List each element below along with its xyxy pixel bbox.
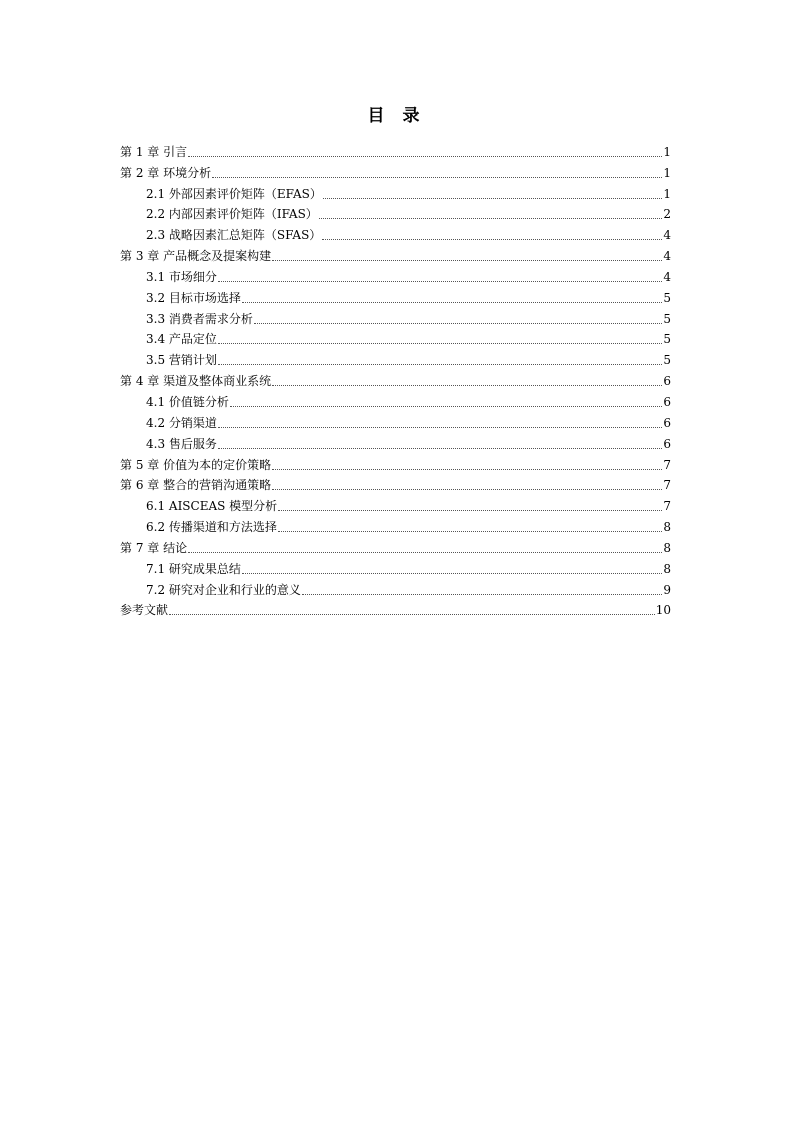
toc-entry-label: 2.2 内部因素评价矩阵（IFAS） [146,207,318,222]
toc-dot-leader [272,260,662,261]
toc-entry-label: 第 2 章 环境分析 [120,165,212,180]
toc-page-number: 8 [663,520,671,535]
toc-title: 目 录 [367,106,426,126]
toc-page-number: 7 [663,499,671,514]
toc-section-entry[interactable] [120,347,671,368]
toc-section-entry[interactable] [120,285,671,306]
toc-page-number: 6 [663,394,671,409]
toc-dot-leader [212,177,662,178]
toc-entry-label: 6.1 AISCEAS 模型分析 [146,499,278,514]
toc-entry-label: 4.1 价值链分析 [146,394,229,409]
toc-dot-leader [322,239,662,240]
toc-entry-label: 第 7 章 结论 [120,540,188,555]
toc-dot-leader [272,385,662,386]
toc-entry-label: 7.2 研究对企业和行业的意义 [146,582,301,597]
toc-section-entry[interactable] [120,327,671,348]
toc-section-entry[interactable] [120,410,671,431]
toc-section-entry[interactable] [120,577,671,598]
toc-chapter-entry[interactable] [120,452,671,473]
toc-dot-leader [218,427,662,428]
toc-page-number: 4 [663,249,671,264]
toc-page-number: 1 [663,165,671,180]
toc-page-number: 5 [663,353,671,368]
toc-section-entry[interactable] [120,181,671,202]
toc-dot-leader [254,323,662,324]
toc-page-number: 1 [663,186,671,201]
toc-page-number: 5 [663,311,671,326]
toc-entry-label: 4.3 售后服务 [146,436,217,451]
toc-chapter-entry[interactable] [120,473,671,494]
toc-page-number: 6 [663,415,671,430]
toc-chapter-entry[interactable] [120,243,671,264]
toc-dot-leader [169,614,655,615]
toc-section-entry[interactable] [120,556,671,577]
toc-page-number: 5 [663,290,671,305]
toc-page-number: 8 [663,561,671,576]
toc-page-number: 10 [655,603,671,618]
toc-page-number: 7 [663,457,671,472]
toc-entry-label: 第 5 章 价值为本的定价策略 [120,457,272,472]
toc-page-number: 4 [663,269,671,284]
toc-entry-label: 第 1 章 引言 [120,144,188,159]
toc-section-entry[interactable] [120,431,671,452]
toc-section-entry[interactable] [120,264,671,285]
toc-entry-label: 4.2 分销渠道 [146,415,217,430]
toc-page-number: 7 [663,478,671,493]
toc-entry-label: 第 4 章 渠道及整体商业系统 [120,374,272,389]
toc-section-entry[interactable] [120,202,671,223]
toc-dot-leader [278,531,662,532]
toc-page-number: 6 [663,374,671,389]
toc-page-number: 9 [663,582,671,597]
toc-page-number: 1 [663,144,671,159]
toc-dot-leader [218,281,662,282]
toc-dot-leader [272,489,662,490]
toc-entry-label: 7.1 研究成果总结 [146,561,241,576]
table-of-contents [120,139,671,618]
toc-dot-leader [188,552,662,553]
toc-dot-leader [188,156,662,157]
toc-section-entry[interactable] [120,389,671,410]
toc-dot-leader [218,364,662,365]
toc-entry-label: 6.2 传播渠道和方法选择 [146,520,277,535]
toc-entry-label: 第 6 章 整合的营销沟通策略 [120,478,272,493]
toc-section-entry[interactable] [120,514,671,535]
toc-dot-leader [230,406,662,407]
toc-entry-label: 3.3 消费者需求分析 [146,311,253,326]
toc-dot-leader [278,510,662,511]
toc-entry-label: 第 3 章 产品概念及提案构建 [120,249,272,264]
toc-entry-label: 3.5 营销计划 [146,353,217,368]
toc-entry-label: 3.1 市场细分 [146,269,217,284]
toc-page-number: 8 [663,540,671,555]
toc-dot-leader [323,198,663,199]
toc-entry-label: 3.2 目标市场选择 [146,290,241,305]
toc-page-number: 6 [663,436,671,451]
toc-dot-leader [302,594,662,595]
toc-dot-leader [242,302,662,303]
toc-section-entry[interactable] [120,493,671,514]
toc-page-number: 5 [663,332,671,347]
toc-chapter-entry[interactable] [120,139,671,160]
toc-page-number: 2 [663,207,671,222]
toc-chapter-entry[interactable] [120,368,671,389]
toc-chapter-entry[interactable] [120,160,671,181]
toc-section-entry[interactable] [120,306,671,327]
toc-entry-label: 2.3 战略因素汇总矩阵（SFAS） [146,228,322,243]
toc-entry-label: 参考文献 [120,603,169,618]
toc-dot-leader [272,469,662,470]
toc-dot-leader [218,448,662,449]
toc-page-number: 4 [663,228,671,243]
toc-chapter-entry[interactable] [120,598,671,619]
toc-section-entry[interactable] [120,222,671,243]
toc-dot-leader [218,343,662,344]
toc-dot-leader [242,573,662,574]
toc-dot-leader [319,218,663,219]
toc-entry-label: 2.1 外部因素评价矩阵（EFAS） [146,186,322,201]
toc-entry-label: 3.4 产品定位 [146,332,217,347]
toc-chapter-entry[interactable] [120,535,671,556]
